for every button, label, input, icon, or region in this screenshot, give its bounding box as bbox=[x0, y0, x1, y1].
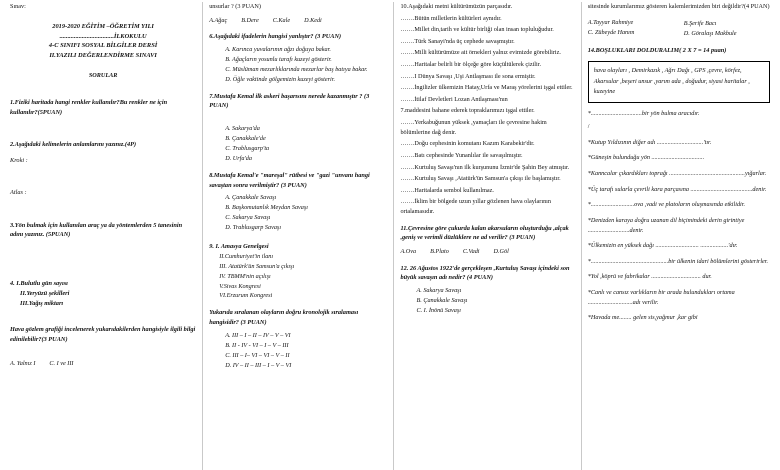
question-3: 3.Yön bulmak için kullanılan araç ya da yöntemlerden 5 tanesinin adını yazınız. (5PUAN) bbox=[10, 221, 183, 239]
question-4-line-2: II.Yeryüzü şekilleri bbox=[20, 289, 70, 297]
question-13-stem: sitesinde kurumlarımız gösteren kalemlerimizden biri değildir?(4 PUAN) bbox=[587, 3, 770, 10]
question-6: 6.Aşağıdaki ifadelerin hangisi yanlıştır? (3 PUAN) bbox=[209, 33, 342, 41]
question-4-options bbox=[10, 359, 196, 369]
question-8-option-d[interactable]: D. Trablusgarp Savaşı bbox=[225, 224, 282, 232]
blank-5[interactable]: *Kanncalar çıkardıkları toprağı .................................................yığarlar. bbox=[587, 170, 767, 178]
statement-3: …….Türk Sanayi'nda üç cephede savaşmıştır. bbox=[400, 37, 515, 45]
question-7-option-c[interactable]: C. Trablusgarp'ta bbox=[225, 145, 270, 152]
blank-9[interactable]: *Ülkemizin en yüksek dağı ............................ ..................'dır. bbox=[587, 242, 738, 250]
blank-10[interactable]: *..................................................bir ülkenin idari bölümlerini gösterirler. bbox=[587, 257, 769, 265]
question-11-option-a[interactable]: A.Ova bbox=[400, 248, 417, 256]
question-2: 2.Aşağıdaki kelimelerin anlamlarını yazınız.(4P) bbox=[10, 141, 137, 149]
word-bank-box: hava olayları , Demirkazık , Ağrı Dağı , GPS ,çevre, körfez, Akarsular ,beşeri unsur ,yarım ada , doğudur, siyasi haritalar , kuzeyine bbox=[588, 61, 770, 103]
question-8-option-b[interactable]: B. Başkomutanlık Meydan Savaşı bbox=[225, 204, 309, 212]
question-9-options bbox=[225, 331, 387, 371]
statement-14: …….Kurtuluş Savaşı ,Atatürk'ün Samsun'a çıkışı ile başlamıştır. bbox=[400, 175, 561, 183]
question-4-body: Hava gözlem grafiği incelenerek yukarıdakilerden hangisiyle ilgili bilgi edinilebilir?(3 PUAN) bbox=[10, 326, 196, 344]
question-9-line-1: 9. I. Amasya Genelgesi bbox=[209, 243, 269, 251]
question-5-option-d[interactable]: D.Kedi bbox=[304, 16, 322, 24]
statement-4: …….Milli kültürümüze ait örnekleri yalnız evimizde görebiliriz. bbox=[400, 49, 561, 57]
question-14-title: 14.BOŞLUKLARI DOLDURALIM( 2 X 7 = 14 puan) bbox=[587, 47, 727, 55]
blank-8[interactable]: *Denizden karaya doğru uzanan dil biçimindeki derin girintiye ...........................denir. bbox=[587, 216, 745, 234]
statement-13: …….Kurtuluş Savaşı'nın ilk kurşununu İzmir'de Şahin Bey atmıştır. bbox=[400, 163, 570, 171]
sinav-label: Sınav: bbox=[10, 3, 26, 10]
question-9-line-4: IV. TBMM'nin açılışı bbox=[219, 272, 271, 280]
question-9-option-a[interactable]: A. III – I – II – IV – V – VI bbox=[225, 331, 291, 339]
question-9-line-6: VI.Erzurum Kongresi bbox=[219, 292, 273, 300]
sorular-title: SORULAR bbox=[88, 72, 118, 80]
question-13-option-a[interactable]: A.Tayyar Rahmiye bbox=[587, 18, 634, 26]
header-line-1: 2019-2020 EĞİTİM –ÖĞRETİM YILI bbox=[52, 22, 154, 30]
question-11-option-c[interactable]: C.Vadi bbox=[462, 248, 480, 256]
question-6-option-d[interactable]: D. Öğle vaktinde gölgemizin kuzeyi gösterir. bbox=[225, 75, 335, 83]
question-5-stem: unsurlar ? (3 PUAN) bbox=[209, 3, 261, 10]
question-2-item-atlas: Atlas : bbox=[10, 188, 27, 196]
question-9-option-c[interactable]: C. III – I– VI – VI – V – II bbox=[225, 351, 290, 359]
question-8-option-a[interactable]: A. Çanakkale Savaşı bbox=[225, 194, 277, 202]
statement-1: …….Bütün milletlerin kültürleri aynıdır. bbox=[400, 14, 502, 22]
blank-7[interactable]: *............................ova ,vadi ve platoların oluşmasında etkilidir. bbox=[587, 201, 746, 209]
question-4-option-a[interactable]: A. Yalnız I bbox=[10, 359, 36, 367]
statement-5: …….Haritalar belirli bir ölçeğe göre küçültülerek çizilir. bbox=[400, 61, 541, 69]
question-12-options bbox=[416, 286, 574, 316]
question-13-option-d[interactable]: D. Göralaşı Makbule bbox=[683, 30, 737, 38]
question-11-option-b[interactable]: B.Plato bbox=[430, 248, 449, 256]
question-5-option-c[interactable]: C.Kale bbox=[272, 16, 291, 24]
statement-8: …….İtilaf Devletleri Lozan Antlaşması'nın bbox=[400, 95, 508, 103]
question-11: 11.Çevresine göre çukurda kalan akarsuların oluşturduğu ,alçak ,geniş ve verimli düzlüklere ne ad verilir? (3 PUAN) bbox=[400, 224, 569, 242]
question-9-option-d[interactable]: D. IV – II – III – I – V – VI bbox=[225, 361, 292, 369]
statement-9: 7.maddesini bahane ederek topraklarımızı işgal ettiler. bbox=[400, 107, 535, 115]
statement-12: …….Batı cephesinde Yunanlılar ile savaşılmıştır. bbox=[400, 151, 523, 159]
question-7: 7.Mustafa Kemal ilk askeri başarısını nerede kazanmıştır ? (3 PUAN) bbox=[209, 92, 370, 110]
question-5-options bbox=[209, 16, 387, 26]
statement-11: …….Doğu cephesinin komutanı Kazım Karabekir'dir. bbox=[400, 140, 535, 148]
blank-13[interactable]: *Havada me........ gelen sis,yağmur ,kar gibi bbox=[587, 314, 698, 322]
question-7-option-b[interactable]: B. Çanakkale'de bbox=[225, 135, 266, 143]
statement-2: …….Millet din,tarih ve kültür birliği olan insan topluluğudur. bbox=[400, 26, 554, 34]
statement-6: …….I Dünya Savaşı ,Uşi Antlaşması ile sona ermiştir. bbox=[400, 72, 536, 80]
blank-4[interactable]: *Güneşin bulunduğu yön .................................. bbox=[587, 154, 705, 162]
statement-7: …….İngilizler ülkemizin Hatay,Urfa ve Maraş yörelerini işgal ettiler. bbox=[400, 84, 573, 92]
question-6-option-c[interactable]: C. Müslüman mezarlıklarında mezarlar baş batıya bakar. bbox=[225, 65, 368, 73]
question-9-line-2: II.Cumhuriyet'in ilanı bbox=[219, 252, 274, 260]
question-8-options bbox=[225, 193, 387, 233]
blank-1[interactable]: *.................................bir yön bulma aracıdır. bbox=[587, 109, 700, 117]
column-3 bbox=[394, 2, 580, 470]
question-4-line-1: 4. I.Bulutlu gün sayısı bbox=[10, 280, 68, 288]
question-13-option-c[interactable]: C. Zübeyde Hanım bbox=[587, 29, 635, 37]
question-4-option-c[interactable]: C. I ve III bbox=[49, 359, 74, 367]
statement-16: …….İklim bir bölgede uzun yıllar gözlenen hava olaylarının ortalamasıdır. bbox=[400, 198, 551, 215]
question-11-option-d[interactable]: D.Göl bbox=[493, 248, 509, 256]
statement-15: …….Haritalarda sembol kullanılmaz. bbox=[400, 186, 494, 194]
question-7-options bbox=[225, 124, 387, 164]
header-line-2: ..................................İLKOKULU bbox=[59, 32, 147, 40]
question-12: 12. 26 Ağustos 1922'de gerçekleşen ,Kurtuluş Savaşı içindeki son büyük savaşın adı nedir? (4 PUAN) bbox=[400, 264, 570, 282]
question-12-option-b[interactable]: B. Çanakkale Savaşı bbox=[416, 297, 468, 305]
question-8-option-c[interactable]: C. Sakarya Savaşı bbox=[225, 214, 271, 222]
question-10-intro: 10.Aşağıdaki metni kültürümüzün parçasıdır. bbox=[400, 3, 513, 10]
question-6-option-a[interactable]: A. Karınca yuvalarının ağzı doğuya bakar. bbox=[225, 45, 331, 53]
blank-2: / bbox=[587, 123, 590, 131]
question-11-options bbox=[400, 247, 574, 257]
question-7-option-a[interactable]: A. Sakarya'da bbox=[225, 125, 260, 133]
question-12-option-c[interactable]: C. I. İnönü Savaşı bbox=[416, 307, 461, 315]
question-12-option-a[interactable]: A. Sakarya Savaşı bbox=[416, 287, 462, 295]
blank-12[interactable]: *Canlı ve cansız varlıkların bir arada bulundukları ortama .............................adı verilir. bbox=[587, 288, 735, 306]
question-2-item-kroki: Kroki : bbox=[10, 157, 28, 165]
question-9-option-b[interactable]: B. II - IV - VI – I – V – III bbox=[225, 341, 289, 349]
header-line-4: II.YAZILI DEĞERLENDİRME SINAVI bbox=[49, 52, 157, 60]
question-5-option-a[interactable]: A.Ağaç bbox=[209, 16, 228, 24]
question-1: 1.Fiziki haritada hangi renkler kullanılır?Bu renkler ne için kullanılır?(5PUAN) bbox=[10, 98, 168, 116]
blank-6[interactable]: *Üç tarafı sularla çevrili kara parçasına ........................................denir. bbox=[587, 185, 767, 193]
question-4-line-3: III.Yağış miktarı bbox=[20, 299, 64, 307]
question-9-body: Yukarıda sıralanan olayların doğru kronolojik sıralaması hangisidir? (3 PUAN) bbox=[209, 309, 359, 327]
question-5-option-b[interactable]: B.Dere bbox=[241, 16, 259, 24]
question-13-option-b[interactable]: B.Şerife Bacı bbox=[683, 19, 717, 27]
blank-3[interactable]: *Kutup Yıldızının diğer adı ..............................'tır. bbox=[587, 138, 712, 146]
question-7-option-d[interactable]: D. Urfa'da bbox=[225, 154, 252, 162]
header-line-3: 4-C SINIFI SOSYAL BİLGİLER DERSİ bbox=[48, 42, 158, 50]
statement-10: …….Yerkabuğunun yüksek ,yamaçları ile çevresine hakim bölümlerine dağ denir. bbox=[400, 119, 547, 136]
question-6-option-b[interactable]: B. Ağaçların yosunlu tarafı kuzeyi gösterir. bbox=[225, 55, 332, 63]
question-9-line-5: V.Sivas Kongresi bbox=[219, 282, 261, 290]
question-9-line-3: III. Atatürk'ün Samsun'a çıkışı bbox=[219, 262, 295, 270]
column-2 bbox=[203, 2, 393, 470]
column-1 bbox=[4, 2, 202, 470]
question-8: 8.Mustafa Kemal'e "mareşal" rütbesi ve "gazi "unvanı hangi savaştan sonra verilmiştir? (3 PUAN) bbox=[209, 171, 370, 189]
column-4 bbox=[582, 2, 776, 470]
blank-11[interactable]: *Yol ,köprü ve fabrikalar ................................ dur. bbox=[587, 273, 712, 281]
question-6-options bbox=[225, 45, 387, 85]
columns-container bbox=[4, 2, 776, 470]
